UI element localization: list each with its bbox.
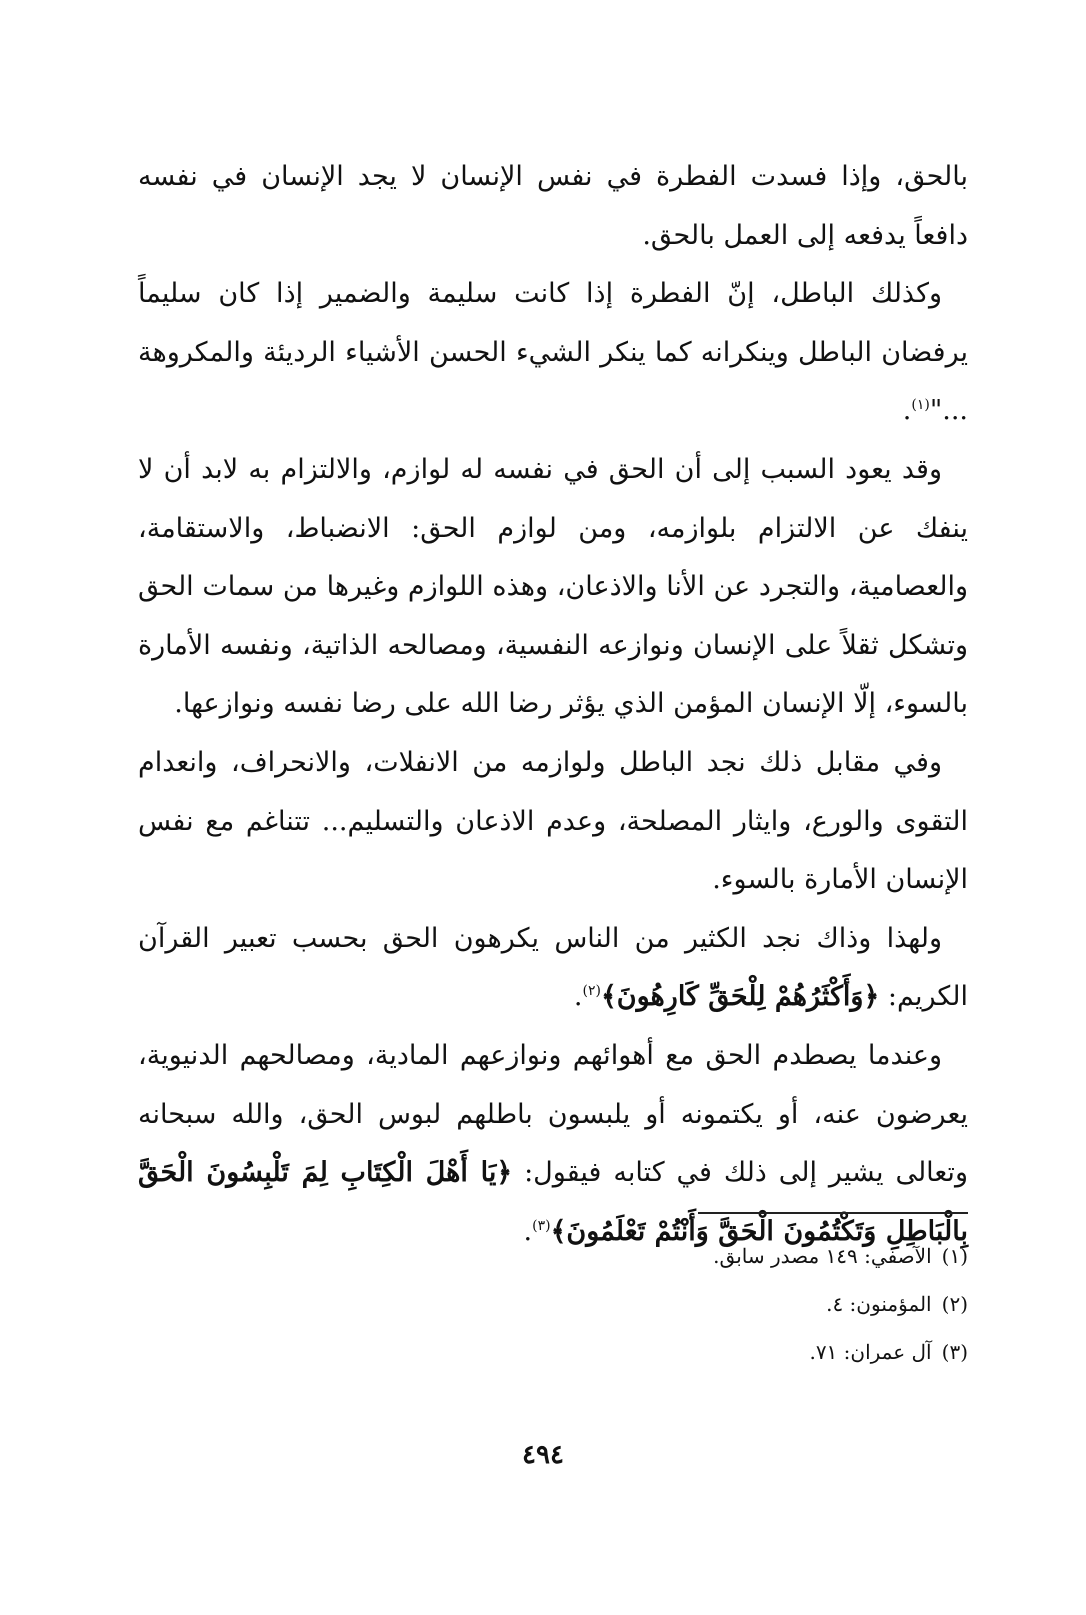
footnote xyxy=(368,1280,968,1328)
paragraph-text: . xyxy=(902,395,912,427)
footnote xyxy=(368,1328,968,1376)
paragraph-text: . xyxy=(523,1215,533,1247)
page-number: ٤٩٤ xyxy=(522,1440,564,1470)
footnote-reference: (٣) xyxy=(532,1217,551,1234)
footnote-text: الآصفي: ١٤٩ مصدر سابق. xyxy=(713,1244,932,1268)
footnote-text: آل عمران: ٧١. xyxy=(809,1340,932,1364)
paragraph-text: بالحق، وإذا فسدت الفطرة في نفس الإنسان لا يجد الإنسان في نفسه دافعاً يدفعه إلى العمل بالحق. xyxy=(138,161,968,251)
paragraph-text: وفي مقابل ذلك نجد الباطل ولوازمه من الانفلات، والانحراف، وانعدام التقوى والورع، وايثار المصلحة، وعدم الاذعان والتسليم... تتناغم مع نفس الإنسان الأمارة بالسوء. xyxy=(138,746,968,896)
paragraph xyxy=(138,148,968,265)
paragraph-text: وعندما يصطدم الحق مع أهوائهم ونوازعهم المادية، ومصالحهم الدنيوية، يعرضون عنه، أو يكتمونه أو يلبسون باطلهم لبوس الحق، والله سبحانه وتعالى يشير إلى ذلك في كتابه فيقول: xyxy=(138,1039,968,1189)
paragraph-text: ولهذا وذاك نجد الكثير من الناس يكرهون الحق بحسب تعبير القرآن الكريم: xyxy=(138,922,968,1013)
paragraph xyxy=(138,265,968,441)
footnote xyxy=(368,1232,968,1280)
paragraph xyxy=(138,734,968,910)
paragraph-text: وقد يعود السبب إلى أن الحق في نفسه له لوازم، والالتزام به لابد أن لا ينفك عن الالتزام بلوازمه، ومن لوازم الحق: الانضباط، والاستقامة، والعصامية، والتجرد عن الأنا والاذعان، وهذه اللوازم وغيرها من سمات الحق وتشكل ثقلاً على الإنسان ونوازعه النفسية، ومصالحه الذاتية، ونفسه الأمارة بالسوء، إلّا الإنسان المؤمن الذي يؤثر رضا الله على رضا نفسه ونوازعها. xyxy=(138,453,968,720)
paragraph-text: . xyxy=(573,981,583,1013)
footnote-text: المؤمنون: ٤. xyxy=(826,1292,932,1316)
paragraph xyxy=(138,1027,968,1261)
footnote-reference: (٢) xyxy=(582,983,601,1000)
paragraph xyxy=(138,910,968,1027)
footnote-number: (٢) xyxy=(941,1292,968,1316)
quran-verse: ﴿يَا أَهْلَ الْكِتَابِ لِمَ تَلْبِسُونَ الْحَقَّ بِالْبَاطِلِ وَتَكْتُمُونَ الْحَقَّ وَأَنْتُمْ تَعْلَمُونَ﴾ xyxy=(138,1157,968,1247)
footnote-divider xyxy=(698,1212,968,1214)
footnote-reference: (١) xyxy=(911,397,930,414)
footnote-number: (٣) xyxy=(941,1340,968,1364)
paragraph xyxy=(138,441,968,734)
main-text xyxy=(138,148,968,1261)
footnote-number: (١) xyxy=(941,1244,968,1268)
footnotes xyxy=(368,1232,968,1376)
paragraph-text: وكذلك الباطل، إنّ الفطرة إذا كانت سليمة والضمير إذا كان سليماً يرفضان الباطل وينكرانه كما ينكر الشيء الحسن الأشياء الرديئة والمكروهة ..." xyxy=(138,278,968,427)
quran-verse: ﴿وَأَكْثَرُهُمْ لِلْحَقِّ كَارِهُونَ﴾ xyxy=(600,981,880,1013)
